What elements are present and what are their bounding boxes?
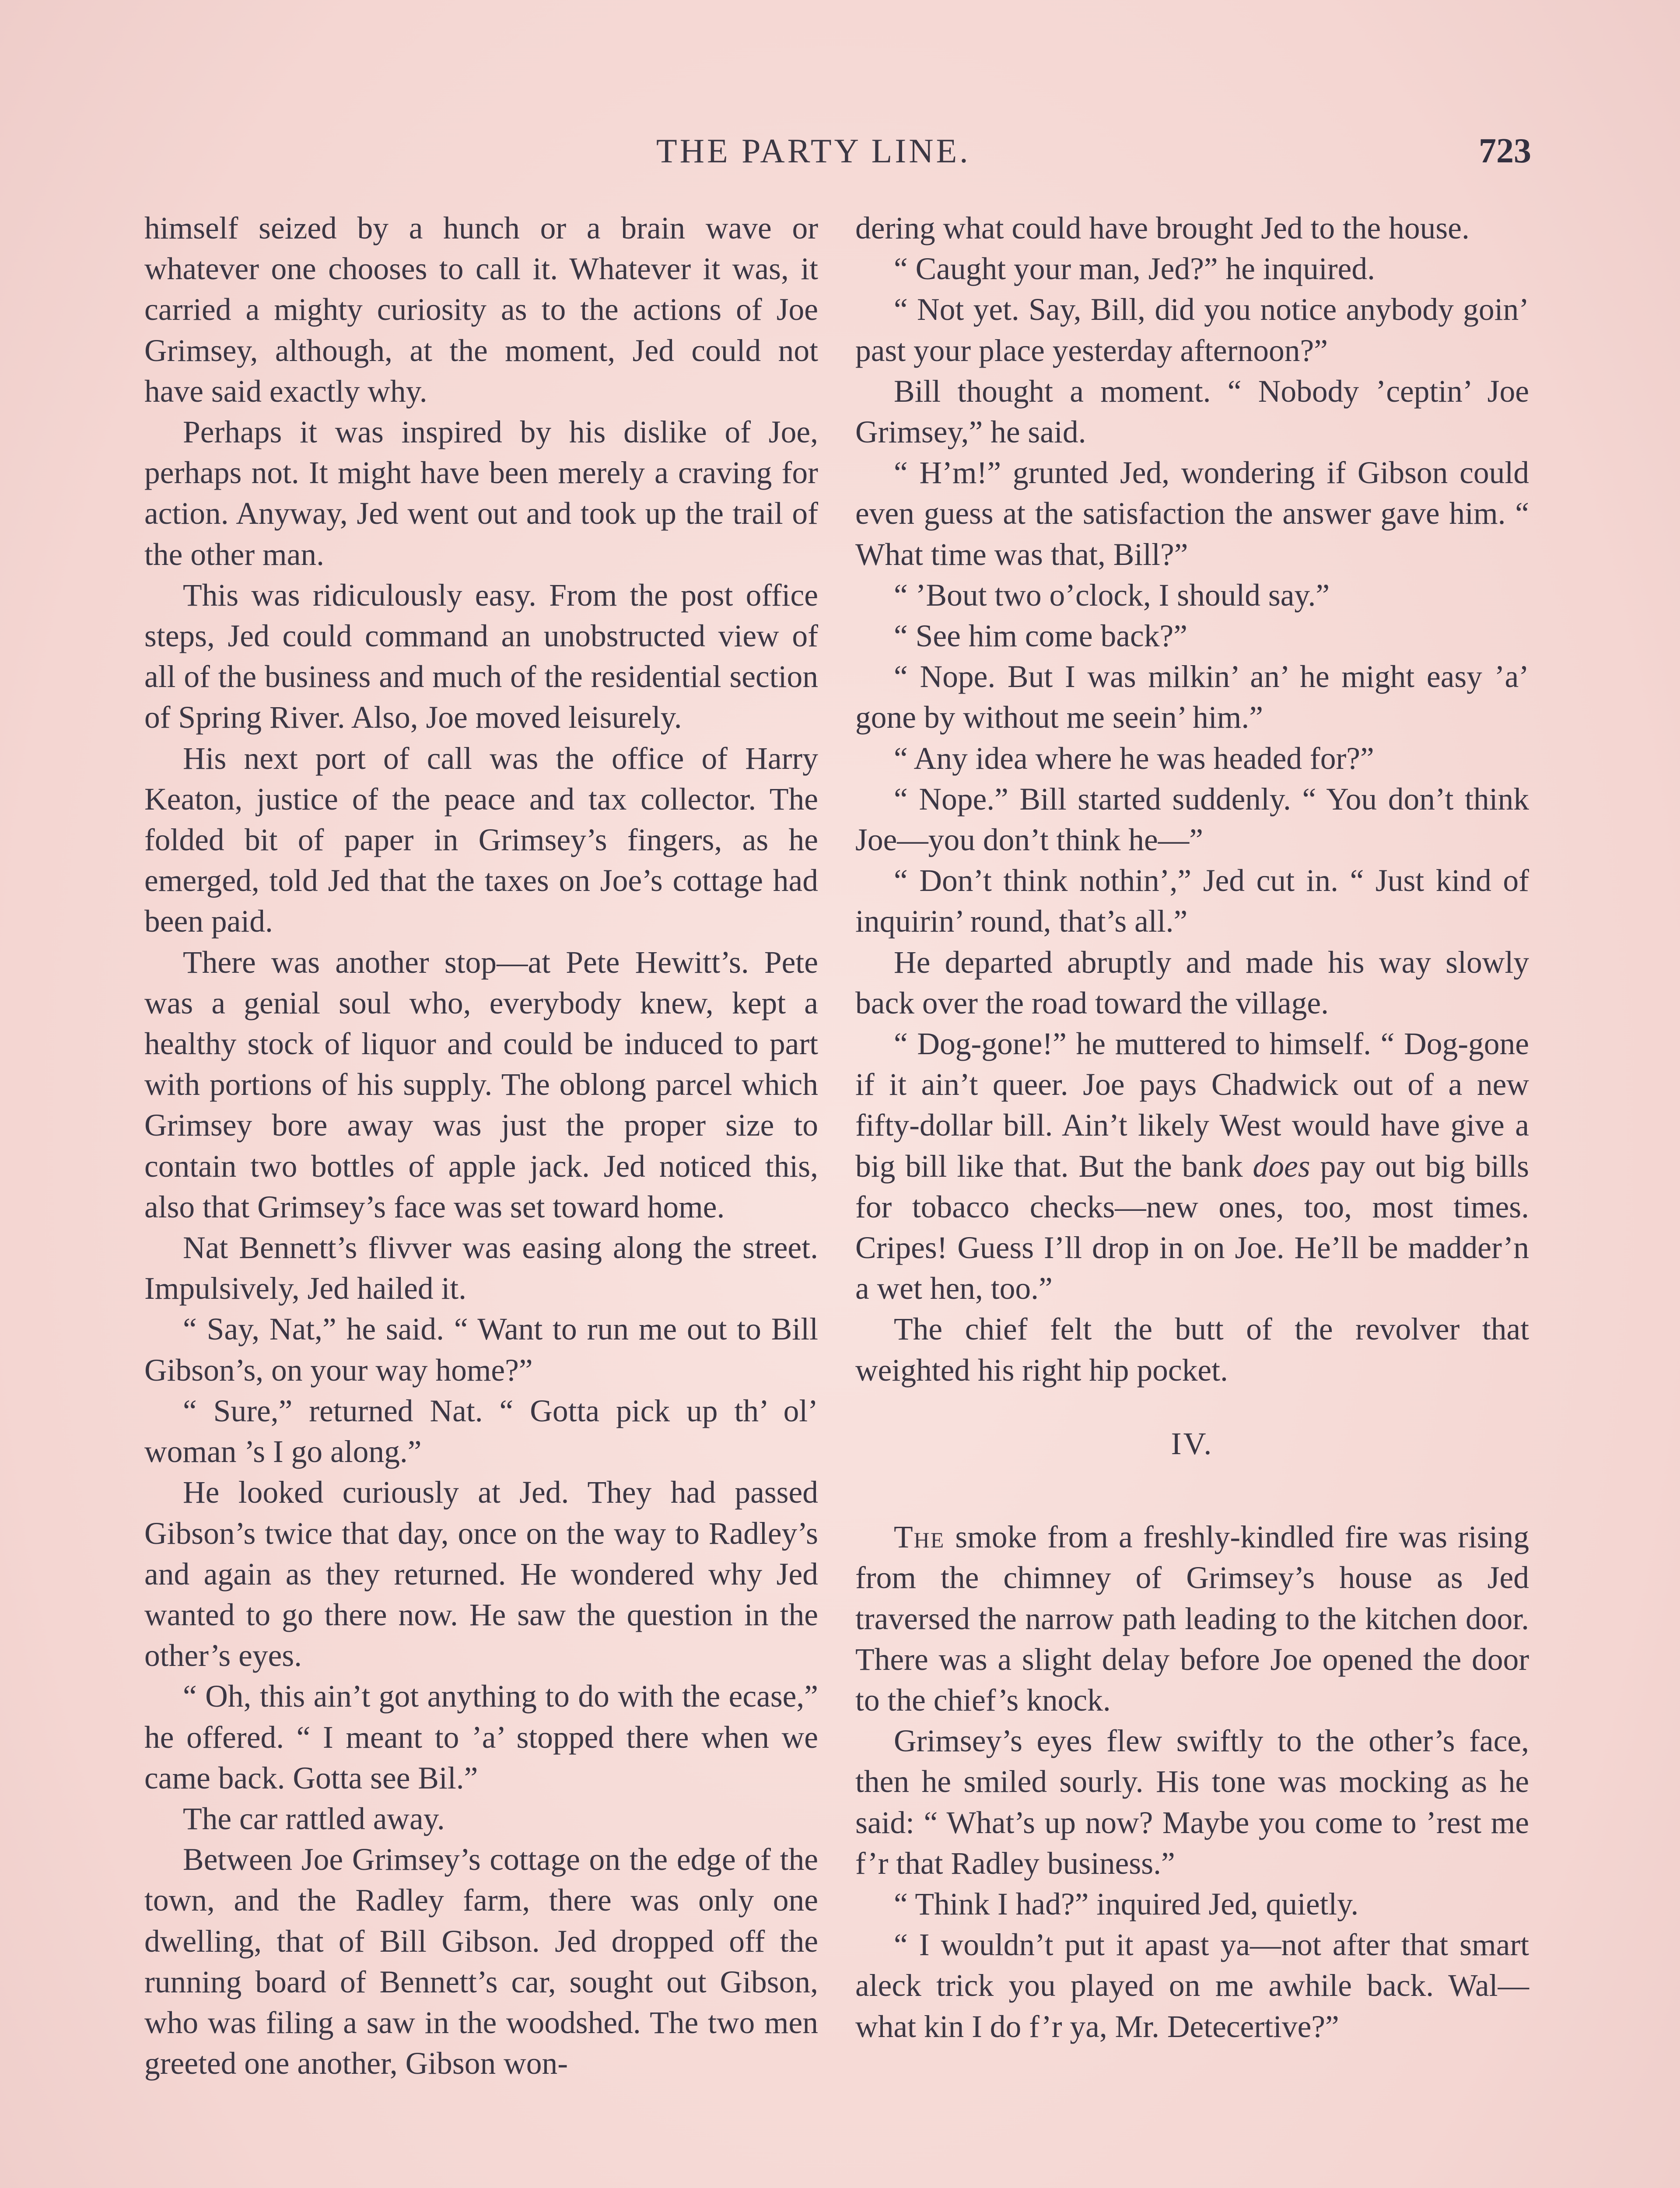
paragraph: “ See him come back?” bbox=[894, 619, 1187, 654]
paragraph: dering what could have brought Jed to the house. bbox=[855, 211, 1470, 245]
paragraph: “ Say, Nat,” he said. “ Want to run me out to Bill Gibson’s, on your way home?” bbox=[144, 1312, 818, 1388]
paragraph: “ Not yet. Say, Bill, did you notice anybody goin’ past your place yesterday afternoon?” bbox=[855, 292, 1529, 368]
paragraph: The chief felt the butt of the revolver that weighted his right hip pocket. bbox=[855, 1312, 1529, 1388]
paragraph: himself seized by a hunch or a brain wave or whatever one chooses to call it. Whatever it was, it carried a mighty curiosity as to the actions of Joe Grimsey, although, at the moment, Jed could not have said exactly why. bbox=[144, 211, 818, 409]
page-header bbox=[144, 131, 1531, 179]
paragraph-text: smoke from a freshly-kindled fire was rising from the chimney of Grimsey’s house as Jed traversed the narrow path leading to the kitchen door. There was a slight delay before Joe opened the door to the chief’s knock. bbox=[855, 1520, 1529, 1718]
paragraph: “ I wouldn’t put it apast ya—not after that smart aleck trick you played on me awhile back. Wal—what kin I do f’r ya, Mr. Detecertive?” bbox=[855, 1928, 1529, 2044]
paragraph-text: “ Dog-gone!” he muttered to himself. “ Dog-gone if it ain’t queer. Joe pays Chadwick out of a new fifty-dollar bill. Ain’t likely West would have give a big bill like that. But the bank bbox=[855, 1027, 1529, 1184]
paragraph bbox=[855, 1517, 1529, 1721]
paragraph: “ Any idea where he was headed for?” bbox=[894, 741, 1374, 776]
paragraph: The car rattled away. bbox=[183, 1801, 445, 1836]
paragraph: “ Nope. But I was milkin’ an’ he might easy ’a’ gone by without me seein’ him.” bbox=[855, 659, 1529, 735]
right-column bbox=[855, 208, 1529, 2047]
paragraph: Nat Bennett’s flivver was easing along the street. Impulsively, Jed hailed it. bbox=[144, 1231, 818, 1306]
paragraph: “ Think I had?” inquired Jed, quietly. bbox=[894, 1886, 1359, 1922]
paragraph: “ H’m!” grunted Jed, wondering if Gibson could even guess at the satisfaction the answer gave him. “ What time was that, Bill?” bbox=[855, 456, 1529, 572]
paragraph: Grimsey’s eyes flew swiftly to the other’s face, then he smiled sourly. His tone was mocking as he said: “ What’s up now? Maybe you come to ’rest me f’r that Radley business.” bbox=[855, 1724, 1529, 1881]
section-opening-word: The bbox=[894, 1520, 945, 1555]
paragraph-text: pay out big bills for tobacco checks—new ones, too, most times. Cripes! Guess I’ll drop in on Joe. He’ll be madder’n a wet hen, too.” bbox=[855, 1149, 1530, 1306]
paragraph: He looked curiously at Jed. They had passed Gibson’s twice that day, once on the way to Radley’s and again as they returned. He wondered why Jed wanted to go there now. He saw the question in the other’s eyes. bbox=[144, 1475, 818, 1673]
paragraph: There was another stop—at Pete Hewitt’s. Pete was a genial soul who, everybody knew, kept a healthy stock of liquor and could be induced to part with portions of his supply. The oblong parcel which Grimsey bore away was just the proper size to contain two bottles of apple jack. Jed noticed this, also that Grimsey’s face was set toward home. bbox=[144, 945, 818, 1224]
paragraph: Between Joe Grimsey’s cottage on the edge of the town, and the Radley farm, there was only one dwelling, that of Bill Gibson. Jed dropped off the running board of Bennett’s car, sought out Gibson, who was filing a saw in the woodshed. The two men greeted one another, Gibson won- bbox=[144, 1842, 818, 2081]
emphasis: does bbox=[1253, 1149, 1310, 1184]
paragraph: “ Don’t think nothin’,” Jed cut in. “ Just kind of inquirin’ round, that’s all.” bbox=[855, 863, 1529, 939]
paragraph: “ Sure,” returned Nat. “ Gotta pick up th’ ol’ woman ’s I go along.” bbox=[144, 1393, 818, 1469]
paragraph: This was ridiculously easy. From the post office steps, Jed could command an unobstructed view of all of the business and much of the residential section of Spring River. Also, Joe moved leisurely. bbox=[144, 578, 818, 735]
paragraph: “ Caught your man, Jed?” he inquired. bbox=[894, 252, 1375, 287]
running-title: THE PARTY LINE. bbox=[656, 132, 971, 170]
paragraph: Bill thought a moment. “ Nobody ’ceptin’ Joe Grimsey,” he said. bbox=[855, 374, 1529, 450]
paragraph bbox=[855, 1024, 1529, 1309]
left-column bbox=[144, 208, 818, 2084]
paragraph: Perhaps it was inspired by his dislike of Joe, perhaps not. It might have been merely a craving for action. Anyway, Jed went out and took up the trail of the other man. bbox=[144, 415, 818, 572]
paragraph: “ Oh, this ain’t got anything to do with the ecase,” he offered. “ I meant to ’a’ stopped there when we came back. Gotta see Bil.” bbox=[144, 1679, 818, 1795]
page-number: 723 bbox=[1479, 132, 1531, 170]
paragraph: “ ’Bout two o’clock, I should say.” bbox=[894, 578, 1330, 613]
section-heading: IV. bbox=[1171, 1426, 1214, 1461]
paragraph: He departed abruptly and made his way slowly back over the road toward the village. bbox=[855, 945, 1529, 1020]
paragraph: “ Nope.” Bill started suddenly. “ You don’t think Joe—you don’t think he—” bbox=[855, 782, 1529, 858]
paragraph: His next port of call was the office of Harry Keaton, justice of the peace and tax collector. The folded bit of paper in Grimsey’s fingers, as he emerged, told Jed that the taxes on Joe’s cottage had been paid. bbox=[144, 741, 818, 939]
